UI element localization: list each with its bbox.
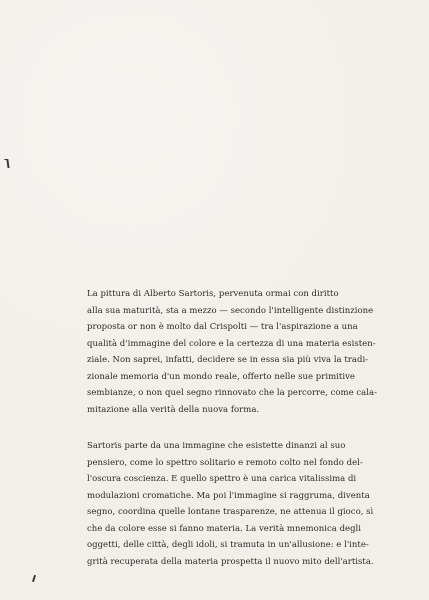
text-line: l'oscura coscienza. E quello spettro è una carica vitalissima di xyxy=(87,474,357,484)
text-line: oggetti, delle città, degli idoli, si tramuta in un'allusione: e l'inte- xyxy=(87,540,369,550)
text-line: grità recuperata della materia prospetta il nuovo mito dell'artista. xyxy=(87,556,374,567)
text-line: alla sua maturità, sta a mezzo — secondo l'intelligente distinzione xyxy=(87,305,374,316)
text-line: segno, coordina quelle lontane trasparenze, ne attenua il gioco, sì xyxy=(87,507,374,517)
text-line: qualità d'immagine del colore e la certezza di una materia esisten- xyxy=(87,338,376,349)
text-line: modulazioni cromatiche. Ma poi l'immagine si raggruma, diventa xyxy=(87,490,370,501)
text-line: ziale. Non saprei, infatti, decidere se in essa sia più viva la tradi- xyxy=(87,355,369,365)
text-line: pensiero, come lo spettro solitario e remoto colto nel fondo del- xyxy=(87,457,363,468)
text-line: proposta or non è molto dal Crispolti — tra l'aspirazione a una xyxy=(87,322,358,332)
text-line: La pittura di Alberto Sartoris, pervenuta ormai con diritto xyxy=(87,289,339,299)
page-mark xyxy=(32,575,36,582)
text-line: Sartoris parte da una immagine che esistette dinanzi al suo xyxy=(87,441,346,451)
paragraph-2 xyxy=(87,438,374,570)
text-line: mitazione alla verità della nuova forma. xyxy=(87,404,260,415)
margin-mark xyxy=(6,160,9,168)
paragraph-1 xyxy=(87,286,377,418)
text-line: che da colore esse si fanno materia. La verità mnemonica degli xyxy=(87,523,362,534)
text-line: sembianze, o non quel segno rinnovato che la percorre, come cala- xyxy=(87,388,377,398)
text-line: zionale memoria d'un mondo reale, offerto nelle sue primitive xyxy=(87,371,355,382)
